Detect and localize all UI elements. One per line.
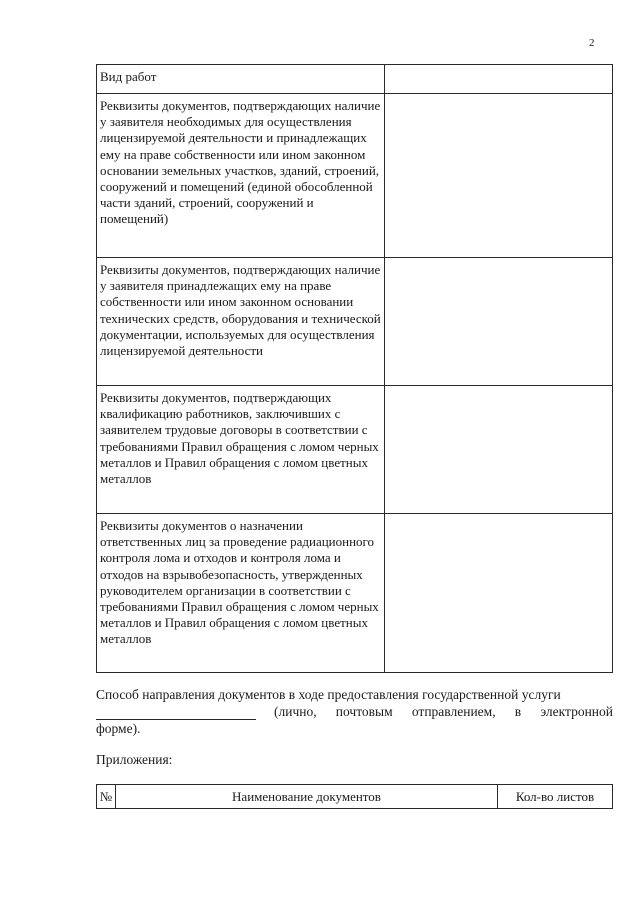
row-label-equipment-docs: Реквизиты документов, подтверждающих наличие у заявителя принадлежащих ему на праве собственности или ином законном основании технических средств, оборудования и технической документации, используемых для осуществления лицензируемой деятельности [97,258,385,386]
appendix-header-name: Наименование документов [116,785,498,809]
appendix-title: Приложения: [96,752,173,767]
table-row [97,386,613,514]
page-number: 2 [589,37,595,49]
row-value-staff-qualification-docs[interactable] [385,386,613,514]
license-details-table [96,64,613,673]
row-value-responsible-persons-docs[interactable] [385,514,613,673]
delivery-method-blank-field[interactable] [96,705,256,720]
row-value-equipment-docs[interactable] [385,258,613,386]
delivery-method-tail: форме). [96,721,141,736]
delivery-method-section [96,686,613,737]
appendix-header-row [97,785,613,809]
table-row [97,258,613,386]
table-row [97,94,613,258]
row-label-staff-qualification-docs: Реквизиты документов, подтверждающих квалификацию работников, заключивших с заявителем трудовые договоры в соответствии с требованиями Правил обращения с ломом черных металлов и Правил обращения с ломом цветных металлов [97,386,385,514]
row-value-property-docs[interactable] [385,94,613,258]
table-row [97,65,613,94]
row-value-work-type[interactable] [385,65,613,94]
row-label-work-type: Вид работ [97,65,385,94]
appendix-header-num: № [97,785,116,809]
appendix-table [96,784,613,809]
delivery-method-text: Способ направления документов в ходе предоставления государственной услуги [96,687,561,702]
table-row [97,514,613,673]
row-label-responsible-persons-docs: Реквизиты документов о назначении ответственных лиц за проведение радиационного контроля лома и отходов и контроля лома и отходов на взрывобезопасность, утвержденных руководителем организации в соответствии с требованиями Правил обращения с ломом черных металлов и Правил обращения с ломом цветных металлов [97,514,385,673]
delivery-method-options: (лично, почтовым отправлением, в электронной [274,704,613,719]
appendix-header-qty: Кол-во листов [498,785,613,809]
row-label-property-docs: Реквизиты документов, подтверждающих наличие у заявителя необходимых для осуществления лицензируемой деятельности и принадлежащих ему на праве собственности или ином законном основании земельных участков, зданий, строений, сооружений и помещений (единой обособленной части зданий, строений, сооружений и помещений) [97,94,385,258]
